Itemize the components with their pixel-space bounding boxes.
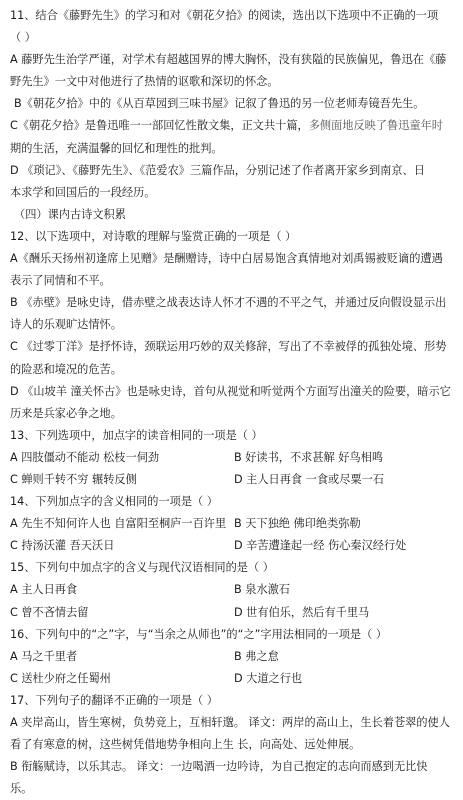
q12-stem: 12、以下选项中，对诗歌的理解与鉴赏正确的一项是（ ） [10,229,297,243]
q12-option-d-line1: D 《山坡羊 潼关怀古》也是咏史诗，首句从视觉和听觉两个方面写出潼关的险要，暗示它 [10,384,451,398]
q17-stem: 17、下列句子的翻译不正确的一项是（ ） [10,693,218,707]
q16-option-d: D 大道之行也 [234,671,303,685]
q14-option-b: B 天下独绝 佛印绝类弥勒 [234,517,361,531]
q11-option-b: B《朝花夕拾》中的《从百草园到三味书屋》记叙了鲁迅的另一位老师寿镜吾先生。 [14,97,425,111]
q12-option-a-line2: 表示了同情和不平。 [10,274,111,288]
q12-option-c-line1: C 《过零丁洋》是抒怀诗，颈联运用巧妙的双关修辞，写出了不幸被俘的孤独处境、形势 [10,340,447,354]
q17-option-b-line2: 乐。 [10,782,33,796]
q14-row-cd [10,535,458,557]
q17-option-a-line2: 看了有寒意的树，这些树凭借地势争相向上生 长，向高处、远处伸展。 [10,738,361,752]
q13-stem: 13、下列选项中，加点字的读音相同的一项是（ ） [10,428,263,442]
q11-option-a-line2: 野先生》一文中对他进行了热情的讴歌和深切的怀念。 [10,75,279,89]
q13-row-ab [10,447,458,469]
q13-option-d: D 主人日再食 一食或尽粟一石 [234,472,384,486]
q15-option-c: C 曾不吝情去留 [10,605,89,619]
q17-option-a-line1: A 夹岸高山，皆生寒树，负势竞上，互相轩邈。 译文：两岸的高山上，生长着苍翠的使人 [10,716,450,729]
q13-row-cd [10,469,458,491]
q11-option-a-line1: A 藤野先生治学严谨，对学术有超越国界的博大胸怀，没有狭隘的民族偏见，鲁迅在《藤 [10,53,447,67]
q15-row-cd [10,602,458,624]
q11-option-c-text: C《朝花夕拾》是鲁迅唯一一部回忆性散文集，正文共十篇， [10,119,309,133]
section-heading: （四）课内古诗文积累 [14,207,126,221]
q11-option-c-gray-text: 多侧面地反映了鲁迅童年时 [308,119,443,133]
q14-row-ab [10,513,458,535]
q12-option-c-line2: 的险恶和境况的危苦。 [10,362,122,376]
q12-option-b-line1: B 《赤壁》是咏史诗，借赤壁之战表达诗人怀才不遇的不平之气，并通过反向假设显示出 [10,296,447,310]
q11-option-c-line1 [10,115,458,137]
q14-stem: 14、下列加点字的含义相同的一项是（ ） [10,495,218,509]
q16-option-c: C 送杜少府之任蜀州 [10,671,111,685]
q15-option-a: A 主人日再食 [10,583,78,597]
q13-option-c: C 蝉则千转不穷 辗转反侧 [10,472,137,486]
q16-option-b: B 弗之怠 [234,649,279,663]
q16-row-ab [10,646,458,668]
q11-paren: （ ） [10,31,36,45]
q16-row-cd [10,668,458,690]
q15-stem: 15、下列句中加点字的含义与现代汉语相同的是（ ） [10,561,274,575]
q11-option-d-line1: D 《琐记》、《藤野先生》、《范爱农》三篇作品，分别记述了作者离开家乡到南京、日 [10,163,425,177]
q16-stem: 16、下列句中的“之”字，与“当余之从师也”的“之”字用法相同的一项是（ ） [10,627,388,641]
q12-option-b-line2: 诗人的乐观旷达情怀。 [10,318,122,332]
q12-option-d-line2: 历来是兵家必争之地。 [10,406,122,420]
q15-option-b: B 泉水激石 [234,583,290,597]
q11-option-d-line2: 本求学和回国后的一段经历。 [10,185,156,199]
q12-option-a-line1: A《酬乐天扬州初逢席上见赠》是酬赠诗，诗中白居易饱含真情地对刘禹锡被贬谪的遭遇 [10,252,443,266]
q14-option-c: C 持汤沃灌 吾天沃日 [10,539,115,553]
q14-option-d: D 辛苦遭逢起一经 伤心秦汉经行处 [234,539,407,553]
q14-option-a: A 先生不知何许人也 自富阳至桐庐一百许里 [10,517,227,531]
q16-option-a: A 马之千里者 [10,649,78,663]
q15-option-d: D 世有伯乐，然后有千里马 [234,605,370,619]
q13-option-b: B 好读书，不求甚解 好鸟相鸣 [234,450,384,464]
q11-option-c-line2: 期的生活，充满温馨的回忆和理性的批判。 [10,141,223,155]
q13-option-a: A 四肢僵动不能动 松枝一伺劲 [10,450,160,464]
q11-stem: 11、结合《藤野先生》的学习和对《朝花夕拾》的阅读，选出以下选项中不正确的一项 [10,9,439,22]
q17-option-b-line1: B 衔觞赋诗，以乐其志。 译文：一边喝酒一边吟诗，为自己抱定的志向而感到无比快 [10,760,428,774]
q15-row-ab [10,579,458,601]
